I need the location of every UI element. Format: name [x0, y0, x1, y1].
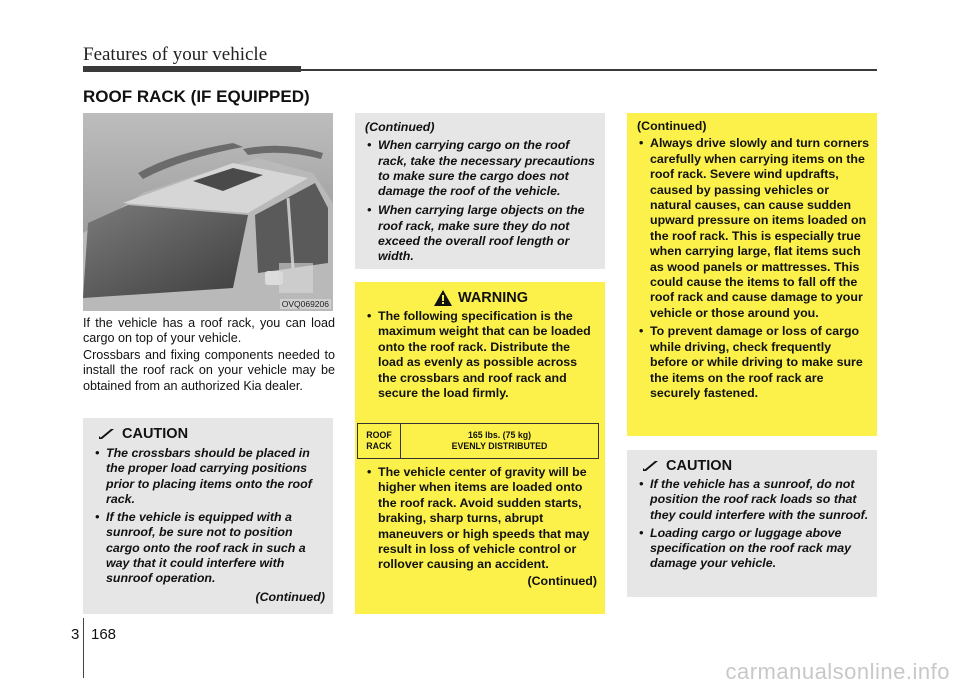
spec-label: ROOF RACK — [358, 424, 401, 458]
chapter-number: 3 — [71, 626, 80, 643]
continued-box — [355, 113, 605, 269]
body-paragraph-1: If the vehicle has a roof rack, you can load cargo on top of your vehicle. — [83, 316, 335, 346]
caution-box-1 — [83, 418, 333, 614]
header-title: Features of your vehicle — [83, 44, 268, 65]
warning-cont-item: • To prevent damage or loss of cargo while driving, check frequently before or while driving to make sure the items on the roof rack are securely fastened. — [637, 324, 869, 401]
caution-heading-1: CAUTION — [98, 426, 325, 442]
caution2-item: • If the vehicle has a sunroof, do not position the roof rack loads so that they could interfere with the sunroof. — [637, 477, 869, 523]
page-number: 168 — [91, 626, 117, 643]
caution1-continued: (Continued) — [255, 589, 325, 604]
continued-item: • When carrying cargo on the roof rack, take the necessary precautions to make sure the cargo does not damage the roof of the vehicle. — [365, 138, 597, 199]
header-rule — [301, 69, 877, 71]
continued-heading: (Continued) — [365, 120, 435, 134]
warning-triangle-icon — [434, 290, 452, 306]
watermark: carmanualsonline.info — [725, 659, 950, 684]
photo-code: OVQ069206 — [281, 299, 329, 309]
body-paragraph-2: Crossbars and fixing components needed to install the roof rack on your vehicle may be obtained from an authorized Kia dealer. — [83, 348, 335, 393]
warning-item: • The following specification is the maximum weight that can be loaded onto the roof rack. Distribute the load as evenly as possible across the crossbars and roof rack and secure the load firmly. — [365, 309, 597, 401]
roof-rack-photo — [83, 113, 333, 311]
caution-pencil-icon — [98, 428, 116, 440]
warning-continued: (Continued) — [527, 573, 597, 588]
continued-item: • When carrying large objects on the roof rack, make sure they do not exceed the overall roof length or width. — [365, 203, 597, 264]
warning-continued-box — [627, 113, 877, 436]
warning-heading: WARNING — [365, 290, 597, 306]
warning-cont-item: • Always drive slowly and turn corners carefully when carrying items on the roof rack. Severe wind updrafts, caused by passing vehicles or natural causes, can cause sudden upward pressure on items loaded on the roof rack. This is especially true when carrying large, flat items such as wood panels or mattresses. This could cause the items to fall off the roof rack and cause damage to your vehicle or those around you. — [637, 136, 869, 321]
header-bar — [83, 66, 301, 72]
warning-item: • The vehicle center of gravity will be higher when items are loaded onto the roof rack. Avoid sudden starts, braking, sharp turns, abrupt maneuvers or high speeds that may result in loss of vehicle control or rollover causing an accident. — [365, 465, 597, 573]
roof-rack-spec-table — [357, 423, 599, 459]
section-title: ROOF RACK (IF EQUIPPED) — [83, 87, 310, 106]
caution-heading-2: CAUTION — [642, 458, 869, 474]
spec-value: 165 lbs. (75 kg) EVENLY DISTRIBUTED — [451, 430, 548, 451]
warning-cont-heading: (Continued) — [637, 119, 707, 133]
warning-lower — [365, 465, 597, 589]
caution2-item: • Loading cargo or luggage above specification on the roof rack may damage your vehicle. — [637, 526, 869, 572]
caution1-item: • If the vehicle is equipped with a sunroof, be sure not to position cargo onto the roof rack in such a way that it could interfere with sunroof operation. — [93, 510, 325, 586]
caution-pencil-icon — [642, 460, 660, 472]
caution1-item: • The crossbars should be placed in the proper load carrying positions prior to placing items onto the roof rack. — [93, 446, 325, 507]
caution-box-2 — [627, 450, 877, 597]
footer-divider — [83, 618, 84, 678]
